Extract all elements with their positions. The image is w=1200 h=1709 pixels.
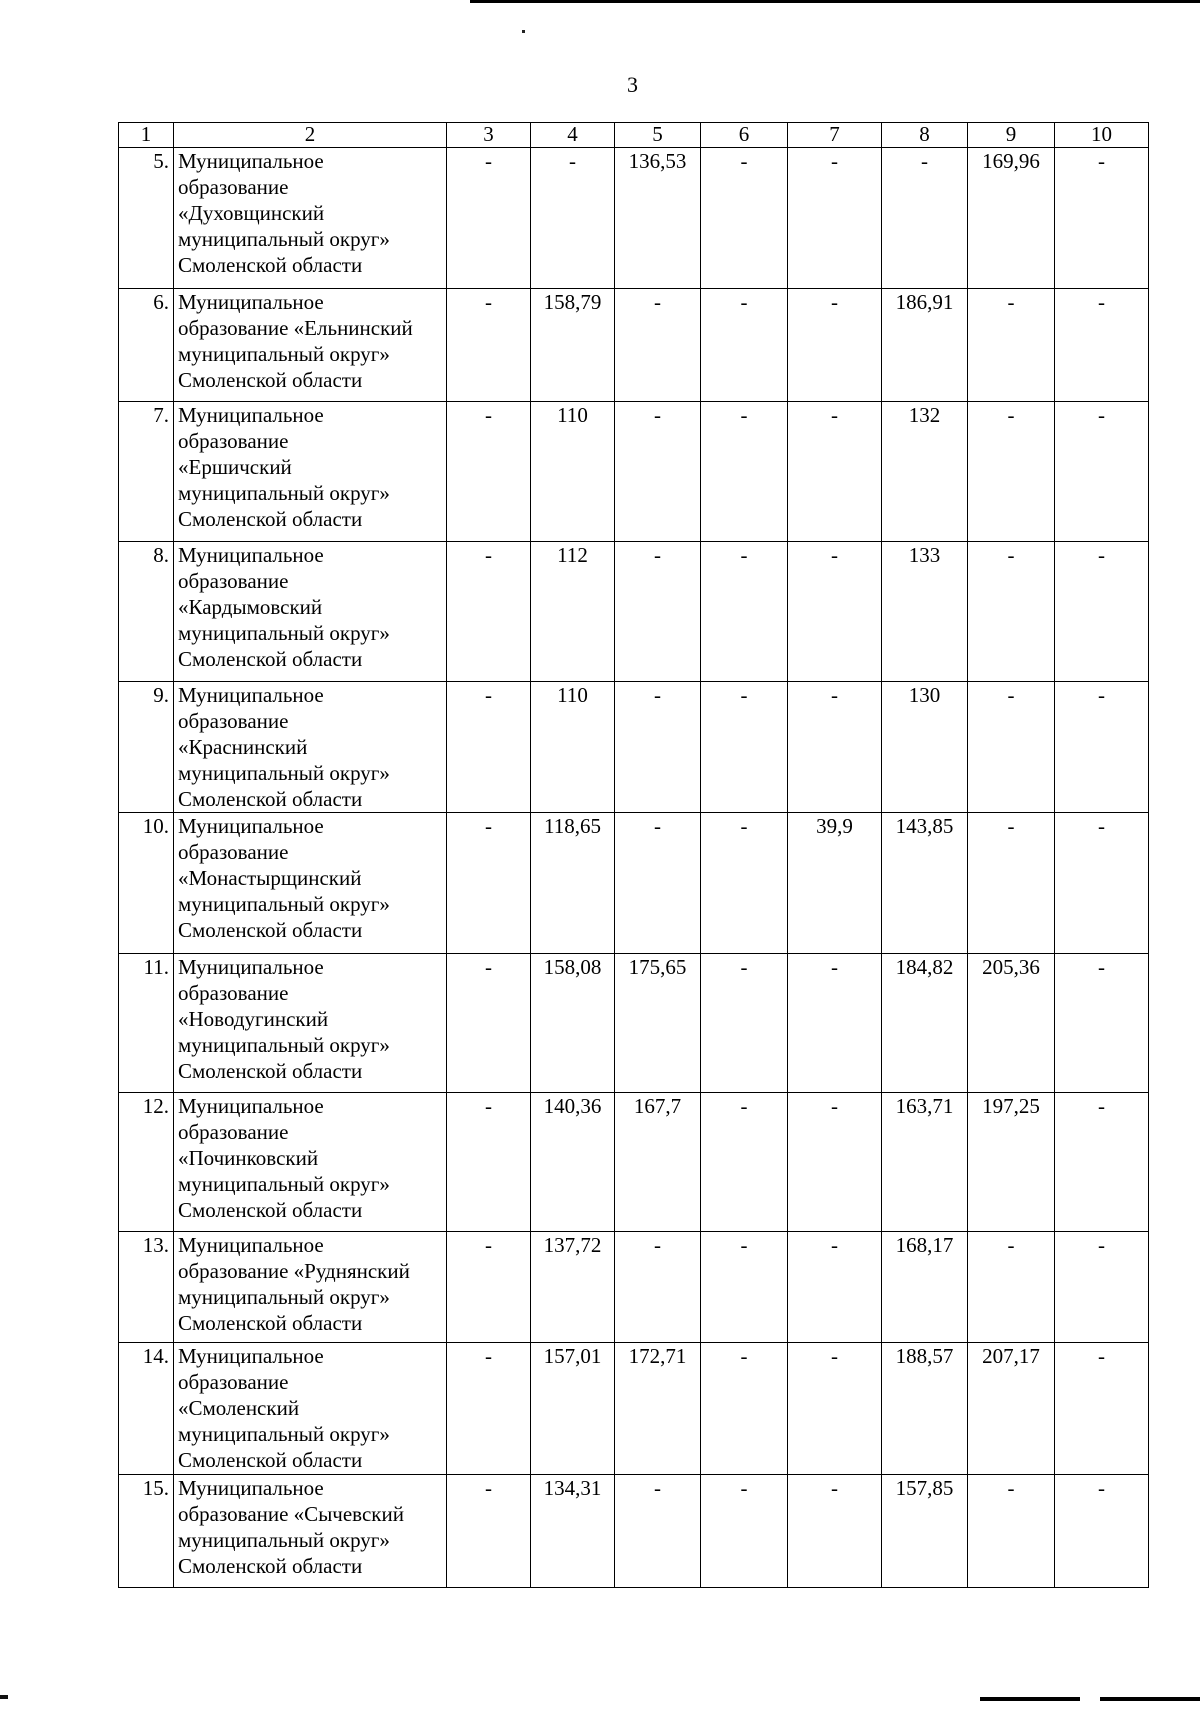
value-col-9: 197,25: [968, 1093, 1055, 1232]
value-col-8: 130: [882, 682, 968, 813]
municipality-name-line: муниципальный округ»: [178, 1033, 390, 1057]
municipality-name-line: Смоленской области: [178, 253, 363, 277]
value-col-7: -: [788, 954, 882, 1093]
municipality-name-line: муниципальный округ»: [178, 761, 390, 785]
value-col-9: -: [968, 289, 1055, 402]
municipality-name-line: Муниципальное: [178, 1233, 324, 1257]
municipality-name-line: Смоленской области: [178, 1059, 363, 1083]
page-number: 3: [627, 72, 638, 97]
table-row: [119, 289, 1149, 402]
header-row: [119, 123, 1149, 148]
municipality-name-line: Муниципальное: [178, 1344, 324, 1368]
value-col-6: -: [701, 1343, 788, 1475]
municipality-name-line: Муниципальное: [178, 814, 324, 838]
municipality-name-line: Смоленской области: [178, 1554, 363, 1578]
value-col-10: -: [1055, 1232, 1149, 1343]
table-row: [119, 813, 1149, 954]
header-col-7: 7: [788, 123, 882, 148]
value-col-10: -: [1055, 954, 1149, 1093]
municipality-name-line: Муниципальное: [178, 955, 324, 979]
value-col-3: -: [447, 954, 531, 1093]
value-col-8: 163,71: [882, 1093, 968, 1232]
municipality-name: [174, 1343, 447, 1475]
value-col-10: -: [1055, 289, 1149, 402]
scan-artifact-bottom-line-2: [1100, 1697, 1200, 1701]
row-number: 8.: [119, 542, 174, 682]
value-col-4: 157,01: [531, 1343, 615, 1475]
value-col-5: 136,53: [615, 148, 701, 289]
municipality-name-line: образование: [178, 1120, 289, 1144]
value-col-8: 143,85: [882, 813, 968, 954]
municipality-name-line: муниципальный округ»: [178, 1285, 390, 1309]
municipality-name-line: образование: [178, 709, 289, 733]
value-col-7: -: [788, 1232, 882, 1343]
tariff-table: [118, 122, 1149, 1588]
row-number: 11.: [119, 954, 174, 1093]
municipality-name: [174, 1475, 447, 1588]
value-col-3: -: [447, 542, 531, 682]
header-col-5: 5: [615, 123, 701, 148]
value-col-6: -: [701, 148, 788, 289]
header-col-6: 6: [701, 123, 788, 148]
row-number: 5.: [119, 148, 174, 289]
value-col-9: 205,36: [968, 954, 1055, 1093]
value-col-3: -: [447, 813, 531, 954]
value-col-9: 207,17: [968, 1343, 1055, 1475]
municipality-name-line: образование «Руднянский: [178, 1259, 410, 1283]
municipality-name-line: муниципальный округ»: [178, 621, 390, 645]
row-number: 7.: [119, 402, 174, 542]
value-col-10: -: [1055, 813, 1149, 954]
value-col-7: -: [788, 1475, 882, 1588]
header-col-1: 1: [119, 123, 174, 148]
value-col-5: -: [615, 813, 701, 954]
header-col-2: 2: [174, 123, 447, 148]
value-col-8: 168,17: [882, 1232, 968, 1343]
value-col-6: -: [701, 402, 788, 542]
value-col-3: -: [447, 1232, 531, 1343]
municipality-name-line: образование: [178, 175, 289, 199]
table-body: [119, 148, 1149, 1588]
municipality-name-line: Смоленской области: [178, 1448, 363, 1472]
value-col-10: -: [1055, 682, 1149, 813]
value-col-9: 169,96: [968, 148, 1055, 289]
municipality-name-line: Смоленской области: [178, 647, 363, 671]
municipality-name-line: образование: [178, 840, 289, 864]
table-row: [119, 1475, 1149, 1588]
value-col-7: -: [788, 148, 882, 289]
municipality-name-line: «Монастырщинский: [178, 866, 362, 890]
value-col-5: -: [615, 402, 701, 542]
value-col-5: 172,71: [615, 1343, 701, 1475]
value-col-8: 188,57: [882, 1343, 968, 1475]
value-col-8: 184,82: [882, 954, 968, 1093]
value-col-5: -: [615, 682, 701, 813]
header-col-9: 9: [968, 123, 1055, 148]
value-col-5: 175,65: [615, 954, 701, 1093]
table-row: [119, 542, 1149, 682]
municipality-name-line: Смоленской области: [178, 1311, 363, 1335]
value-col-4: 110: [531, 402, 615, 542]
value-col-4: 158,08: [531, 954, 615, 1093]
value-col-10: -: [1055, 402, 1149, 542]
row-number: 12.: [119, 1093, 174, 1232]
value-col-4: 110: [531, 682, 615, 813]
municipality-name: [174, 1093, 447, 1232]
municipality-name-line: муниципальный округ»: [178, 1172, 390, 1196]
municipality-name-line: «Ершичский: [178, 455, 292, 479]
value-col-5: -: [615, 1475, 701, 1588]
scan-artifact-bottom-line: [980, 1697, 1080, 1701]
value-col-5: -: [615, 289, 701, 402]
table-row: [119, 1093, 1149, 1232]
municipality-name-line: «Смоленский: [178, 1396, 300, 1420]
value-col-3: -: [447, 289, 531, 402]
value-col-6: -: [701, 542, 788, 682]
value-col-3: -: [447, 1093, 531, 1232]
value-col-8: -: [882, 148, 968, 289]
value-col-4: 134,31: [531, 1475, 615, 1588]
municipality-name-line: Смоленской области: [178, 507, 363, 531]
municipality-name-line: Муниципальное: [178, 683, 324, 707]
value-col-4: 137,72: [531, 1232, 615, 1343]
municipality-name-line: Муниципальное: [178, 1476, 324, 1500]
municipality-name: [174, 1232, 447, 1343]
municipality-name-line: «Починковский: [178, 1146, 319, 1170]
value-col-9: -: [968, 1475, 1055, 1588]
value-col-4: 118,65: [531, 813, 615, 954]
row-number: 10.: [119, 813, 174, 954]
municipality-name: [174, 289, 447, 402]
municipality-name: [174, 148, 447, 289]
header-col-4: 4: [531, 123, 615, 148]
row-number: 13.: [119, 1232, 174, 1343]
municipality-name: [174, 542, 447, 682]
table-header: [119, 123, 1149, 148]
value-col-10: -: [1055, 1093, 1149, 1232]
table-row: [119, 954, 1149, 1093]
value-col-8: 133: [882, 542, 968, 682]
value-col-8: 157,85: [882, 1475, 968, 1588]
value-col-7: -: [788, 1093, 882, 1232]
header-col-8: 8: [882, 123, 968, 148]
row-number: 6.: [119, 289, 174, 402]
municipality-name-line: «Кардымовский: [178, 595, 323, 619]
municipality-name-line: образование: [178, 429, 289, 453]
value-col-7: -: [788, 682, 882, 813]
value-col-7: -: [788, 402, 882, 542]
value-col-7: -: [788, 289, 882, 402]
municipality-name-line: Муниципальное: [178, 1094, 324, 1118]
value-col-10: -: [1055, 542, 1149, 682]
value-col-4: -: [531, 148, 615, 289]
municipality-name-line: Смоленской области: [178, 368, 363, 392]
value-col-6: -: [701, 682, 788, 813]
municipality-name-line: муниципальный округ»: [178, 227, 390, 251]
municipality-name-line: образование «Ельнинский: [178, 316, 413, 340]
value-col-9: -: [968, 813, 1055, 954]
value-col-9: -: [968, 1232, 1055, 1343]
municipality-name: [174, 813, 447, 954]
table-row: [119, 402, 1149, 542]
value-col-10: -: [1055, 1343, 1149, 1475]
municipality-name-line: образование: [178, 981, 289, 1005]
municipality-name-line: муниципальный округ»: [178, 892, 390, 916]
value-col-8: 186,91: [882, 289, 968, 402]
scan-artifact-top-line: [470, 0, 1200, 3]
value-col-5: 167,7: [615, 1093, 701, 1232]
table-row: [119, 682, 1149, 813]
table-row: [119, 148, 1149, 289]
table-row: [119, 1343, 1149, 1475]
municipality-name-line: Смоленской области: [178, 1198, 363, 1222]
value-col-6: -: [701, 1475, 788, 1588]
municipality-name-line: муниципальный округ»: [178, 1528, 390, 1552]
municipality-name-line: образование «Сычевский: [178, 1502, 404, 1526]
value-col-3: -: [447, 402, 531, 542]
value-col-6: -: [701, 954, 788, 1093]
value-col-3: -: [447, 682, 531, 813]
municipality-name-line: образование: [178, 569, 289, 593]
value-col-3: -: [447, 148, 531, 289]
municipality-name-line: муниципальный округ»: [178, 342, 390, 366]
municipality-name-line: Смоленской области: [178, 918, 363, 942]
municipality-name-line: муниципальный округ»: [178, 481, 390, 505]
value-col-6: -: [701, 1093, 788, 1232]
scan-artifact-dot: [522, 30, 525, 33]
value-col-7: -: [788, 1343, 882, 1475]
value-col-10: -: [1055, 148, 1149, 289]
header-col-3: 3: [447, 123, 531, 148]
value-col-9: -: [968, 402, 1055, 542]
municipality-name-line: «Краснинский: [178, 735, 308, 759]
value-col-9: -: [968, 542, 1055, 682]
municipality-name-line: образование: [178, 1370, 289, 1394]
value-col-3: -: [447, 1343, 531, 1475]
value-col-6: -: [701, 813, 788, 954]
value-col-6: -: [701, 1232, 788, 1343]
value-col-9: -: [968, 682, 1055, 813]
municipality-name-line: муниципальный округ»: [178, 1422, 390, 1446]
municipality-name: [174, 954, 447, 1093]
value-col-10: -: [1055, 1475, 1149, 1588]
municipality-name: [174, 402, 447, 542]
municipality-name: [174, 682, 447, 813]
value-col-4: 112: [531, 542, 615, 682]
municipality-name-line: Муниципальное: [178, 290, 324, 314]
value-col-3: -: [447, 1475, 531, 1588]
value-col-5: -: [615, 1232, 701, 1343]
row-number: 9.: [119, 682, 174, 813]
value-col-8: 132: [882, 402, 968, 542]
value-col-4: 158,79: [531, 289, 615, 402]
value-col-7: -: [788, 542, 882, 682]
municipality-name-line: Муниципальное: [178, 543, 324, 567]
value-col-4: 140,36: [531, 1093, 615, 1232]
municipality-name-line: Смоленской области: [178, 787, 363, 811]
municipality-name-line: «Новодугинский: [178, 1007, 329, 1031]
header-col-10: 10: [1055, 123, 1149, 148]
scan-artifact-left-mark: [0, 1695, 8, 1699]
municipality-name-line: Муниципальное: [178, 149, 324, 173]
municipality-name-line: «Духовщинский: [178, 201, 325, 225]
row-number: 14.: [119, 1343, 174, 1475]
value-col-7: 39,9: [788, 813, 882, 954]
value-col-6: -: [701, 289, 788, 402]
row-number: 15.: [119, 1475, 174, 1588]
value-col-5: -: [615, 542, 701, 682]
table-row: [119, 1232, 1149, 1343]
municipality-name-line: Муниципальное: [178, 403, 324, 427]
